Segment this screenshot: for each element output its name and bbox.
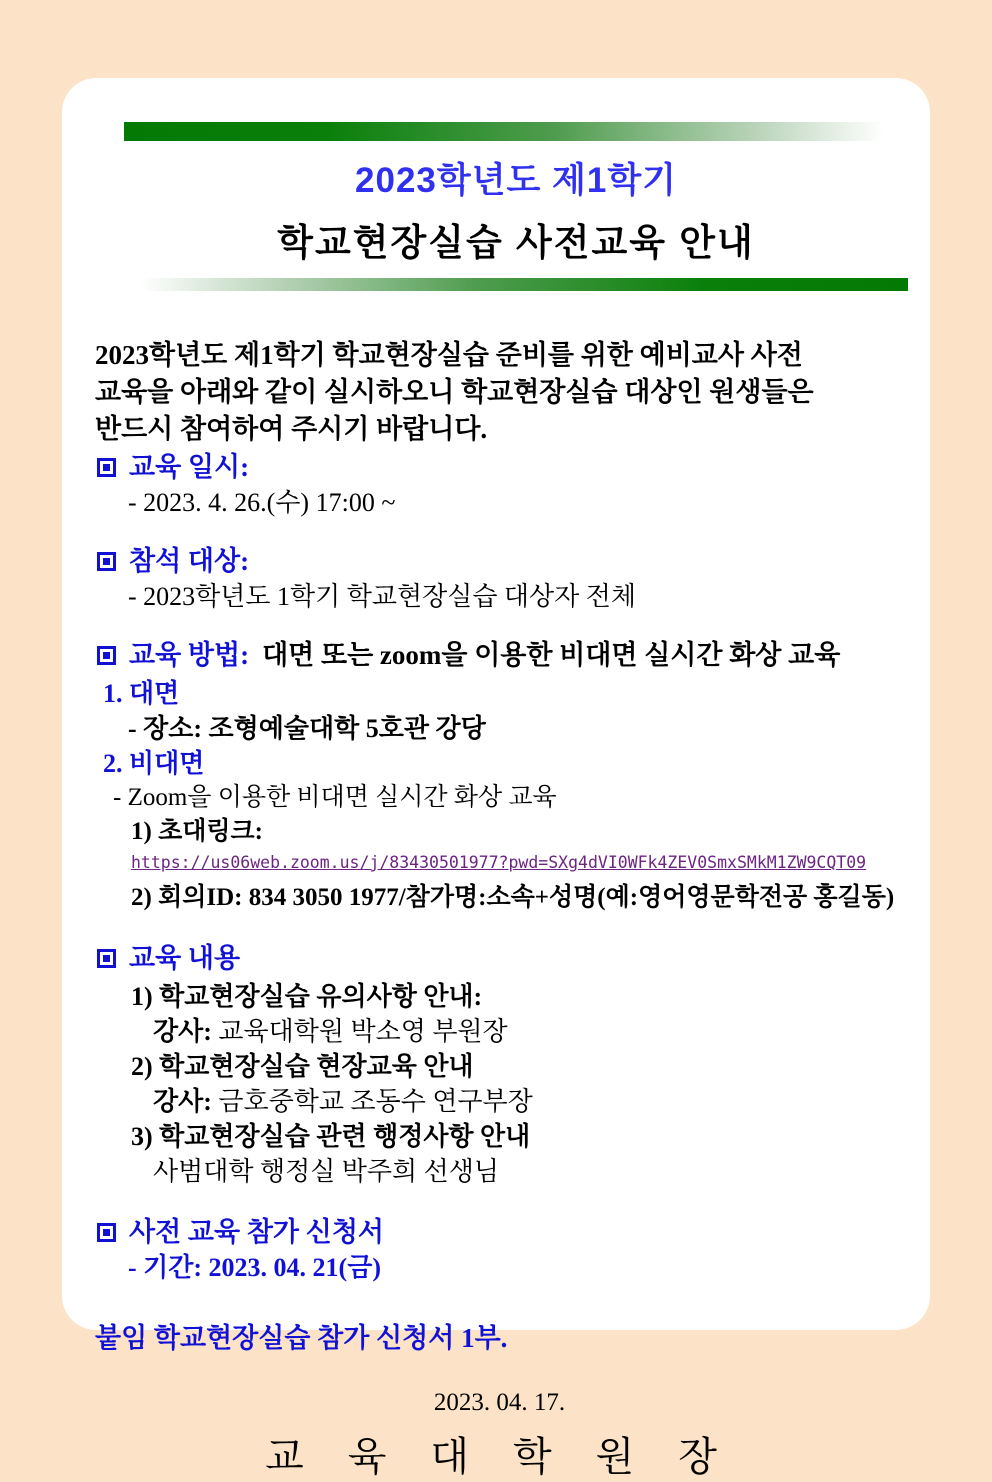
meeting-id-line: 2) 회의ID: 834 3050 1977/참가명:소속+성명(예:영어영문학전공 홍길동) bbox=[131, 884, 895, 911]
notice-body bbox=[62, 291, 930, 1482]
green-gradient-bar-top bbox=[124, 122, 908, 141]
section-method-heading bbox=[95, 636, 904, 674]
content-item-title: 2) 학교현장실습 현장교육 안내 bbox=[131, 1052, 474, 1081]
section-schedule-label: 교육 일시: bbox=[129, 452, 250, 482]
content-item-title: 3) 학교현장실습 관련 행정사항 안내 bbox=[131, 1122, 531, 1151]
content-item-lecturer bbox=[153, 1156, 904, 1187]
square-bullet-icon bbox=[97, 1223, 116, 1242]
intro-paragraph bbox=[95, 337, 904, 448]
section-schedule-heading bbox=[95, 448, 904, 486]
square-bullet-icon bbox=[97, 949, 116, 968]
schedule-detail: - 2023. 4. 26.(수) 17:00 ~ bbox=[128, 488, 396, 517]
section-method-label: 교육 방법: bbox=[129, 640, 250, 670]
lecturer-label: 강사: bbox=[153, 1017, 212, 1046]
content-item-lecturer bbox=[153, 1016, 904, 1047]
section-attendees-heading bbox=[95, 542, 904, 580]
method-item-1-title: 1. 대면 bbox=[103, 679, 180, 708]
application-period: - 기간: 2023. 04. 21(금) bbox=[128, 1253, 381, 1282]
invite-link-row bbox=[131, 850, 904, 877]
intro-line-2: 교육을 아래와 같이 실시하오니 학교현장실습 대상인 원생들은 bbox=[95, 377, 814, 407]
section-attendees-label: 참석 대상: bbox=[129, 546, 250, 576]
attachment-line: 붙임 학교현장실습 참가 신청서 1부. bbox=[95, 1323, 508, 1353]
signature-dean: 교 육 대 학 원 장 bbox=[265, 1434, 734, 1479]
square-bullet-icon bbox=[97, 458, 116, 477]
method-item-2-title: 2. 비대면 bbox=[103, 749, 205, 778]
square-bullet-icon bbox=[97, 552, 116, 571]
issue-date: 2023. 04. 17. bbox=[433, 1389, 566, 1416]
notice-paper bbox=[62, 78, 930, 1479]
zoom-invite-link[interactable]: https://us06web.zoom.us/j/83430501977?pwd=SXg4dVI0WFk4ZEV0SmxSMkM1ZW9CQT09 bbox=[131, 853, 867, 872]
intro-line-3: 반드시 참여하여 주시기 바랍니다. bbox=[95, 414, 488, 444]
lecturer-name: 사범대학 행정실 박주희 선생님 bbox=[153, 1157, 500, 1186]
section-application-heading bbox=[95, 1213, 904, 1251]
section-application-label: 사전 교육 참가 신청서 bbox=[129, 1217, 384, 1247]
lecturer-name: 금호중학교 조동수 연구부장 bbox=[218, 1087, 533, 1116]
section-method-suffix: 대면 또는 zoom을 이용한 비대면 실시간 화상 교육 bbox=[262, 640, 841, 670]
square-bullet-icon bbox=[97, 646, 116, 665]
attendees-detail: - 2023학년도 1학기 학교현장실습 대상자 전체 bbox=[128, 582, 637, 611]
content-item-lecturer bbox=[153, 1086, 904, 1117]
lecturer-name: 교육대학원 박소영 부원장 bbox=[218, 1017, 508, 1046]
section-contents-heading bbox=[95, 939, 904, 977]
page-title-main: 학교현장실습 사전교육 안내 bbox=[277, 222, 755, 263]
method-item-2-detail: - Zoom을 이용한 비대면 실시간 화상 교육 bbox=[113, 784, 557, 811]
intro-line-1: 2023학년도 제1학기 학교현장실습 준비를 위한 예비교사 사전 bbox=[95, 340, 803, 370]
section-contents-label: 교육 내용 bbox=[129, 943, 241, 973]
green-gradient-bar-bottom bbox=[124, 278, 908, 291]
method-item-1-detail: - 장소: 조형예술대학 5호관 강당 bbox=[128, 714, 486, 743]
invite-link-label: 1) 초대링크: bbox=[131, 818, 264, 845]
content-item-title: 1) 학교현장실습 유의사항 안내: bbox=[131, 982, 483, 1011]
page-title-semester: 2023학년도 제1학기 bbox=[355, 161, 677, 200]
lecturer-label: 강사: bbox=[153, 1087, 212, 1116]
notice-header bbox=[124, 122, 908, 291]
